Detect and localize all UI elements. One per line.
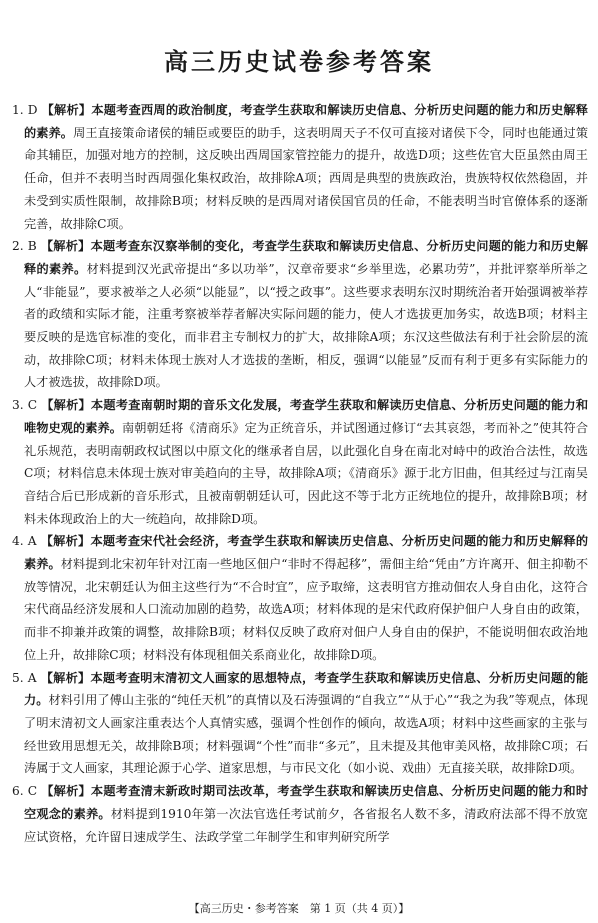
analysis-heading: 【解析】本题考查宋代社会经济，考查学生获取和解读历史信息、分析历史问题的能力和历史解释的素养。 bbox=[24, 534, 589, 572]
answer-number: 3. C bbox=[12, 398, 42, 413]
analysis-text: 周王直接策命诸侯的辅臣或要臣的助手，这表明周天子不仅可直接对诸侯下令，同时也能通过策命其辅臣，加强对地方的控制，这反映出西周国家管控能力的提升，故选D项；这些佐官大臣虽然由周王任命，但并不表明当时西周强化集权政治，故排除A项；西周是典型的贵族政治，贵族特权依然稳固，并未受到实质性限制，故排除B项；材料反映的是西周对诸侯国官员的任命，不能表明当时官僚体系的逐渐完善，故排除C项。 bbox=[24, 125, 589, 231]
analysis-heading: 【解析】本题考查西周的政治制度，考查学生获取和解读历史信息、分析历史问题的能力和历史解释的素养。 bbox=[24, 103, 588, 140]
analysis-text: 南朝朝廷将《清商乐》定为正统音乐，并试图通过修订“去其哀怨，考而补之”使其符合礼乐规范，表明南朝政权试图以中原文化的继承者自居，以此强化自身在南北对峙中的政治合法性，故选C项；材料信息未体现士族对审美趋向的主导，故排除A项；《清商乐》源于北方旧曲，但其经过与江南吴音结合后已形成新的音乐形式，且被南朝朝廷认可，因此这不等于北方正统地位的提升，故排除B项；材料未体现政治上的大一统趋向，故排除D项。 bbox=[24, 420, 589, 526]
answer-list bbox=[12, 99, 588, 848]
analysis-heading: 【解析】本题考查清末新政时期司法改革，考查学生获取和解读历史信息、分析历史问题的能力和时空观念的素养。 bbox=[24, 784, 589, 821]
answer-item bbox=[12, 530, 588, 666]
analysis-text: 材料提到汉光武帝提出“多以功举”，汉章帝要求“乡举里选，必累功劳”，并批评察举所举之人“非能显”，要求被举之人必须“以能显”，以“授之政事”。这些要求表明东汉时期统治者开始强调被举荐者的政绩和实际才能，注重考察被举荐者解决实际问题的能力，使人才选拔更加务实，故选B项；材料主要反映的是选官标准的变化，而非君主专制权力的扩大，故排除A项；东汉这些做法有利于社会阶层的流动，故排除C项；材料未体现士族对人才选拔的垄断，相反，强调“以能显”反而有利于更多有实际能力的人才被选拔，故排除D项。 bbox=[24, 261, 589, 390]
answer-item bbox=[12, 99, 588, 235]
answer-number: 6. C bbox=[12, 784, 42, 799]
answer-number: 4. A bbox=[12, 534, 41, 549]
analysis-heading: 【解析】本题考查南朝时期的音乐文化发展，考查学生获取和解读历史信息、分析历史问题的能力和唯物史观的素养。 bbox=[24, 398, 589, 435]
answer-item bbox=[12, 235, 588, 394]
answer-number: 1. D bbox=[12, 103, 42, 117]
answer-item bbox=[12, 780, 588, 848]
answer-number: 2. B bbox=[12, 239, 41, 254]
analysis-text: 材料提到北宋初年针对江南一些地区佃户“非时不得起移”，需佃主给“凭由”方许离开、佃主抑勒不放等情况，北宋朝廷认为佃主这些行为“不合时宜”，应予取缔，这表明官方推动佃农人身自由化，这符合宋代商品经济发展和人口流动加剧的趋势，故选A项；材料体现的是宋代政府保护佃户人身自由的政策，而非不抑兼并政策的调整，故排除B项；材料仅反映了政府对佃户人身自由的保护，不能说明佃农政治地位上升，故排除C项；材料没有体现租佃关系商业化，故排除D项。 bbox=[24, 557, 589, 662]
answer-number: 5. A bbox=[12, 670, 41, 685]
analysis-text: 材料引用了傅山主张的“纯任天机”的真情以及石涛强调的“自我立”“从于心”“我之为我”等观点，体现了明末清初文人画家注重表达个人真情实感，强调个性创作的倾向，故选A项；材料中这些画家的主张与经世致用思想无关，故排除B项；材料强调“个性”而非“多元”，且未提及其他审美风格，故排除C项；石涛属于文人画家，其理论源于心学、道家思想，与市民文化（如小说、戏曲）无直接关联，故排除D项。 bbox=[24, 693, 588, 776]
answer-item bbox=[12, 394, 588, 530]
analysis-heading: 【解析】本题考查明末清初文人画家的思想特点，考查学生获取和解读历史信息、分析历史问题的能力。 bbox=[24, 670, 589, 708]
analysis-text: 材料提到1910年第一次法官选任考试前夕，各省报名人数不多，清政府法部不得不放宽应试资格，允许留日速成学生、法政学堂二年制学生和审判研究所学 bbox=[24, 806, 588, 844]
page-title: 高三历史试卷参考答案 bbox=[164, 48, 434, 76]
page-footer: 【高三历史・参考答案 第 1 页（共 4 页）】 bbox=[188, 902, 410, 915]
answer-item bbox=[12, 667, 588, 781]
analysis-heading: 【解析】本题考查东汉察举制的变化，考查学生获取和解读历史信息、分析历史问题的能力和历史解释的素养。 bbox=[24, 239, 588, 276]
